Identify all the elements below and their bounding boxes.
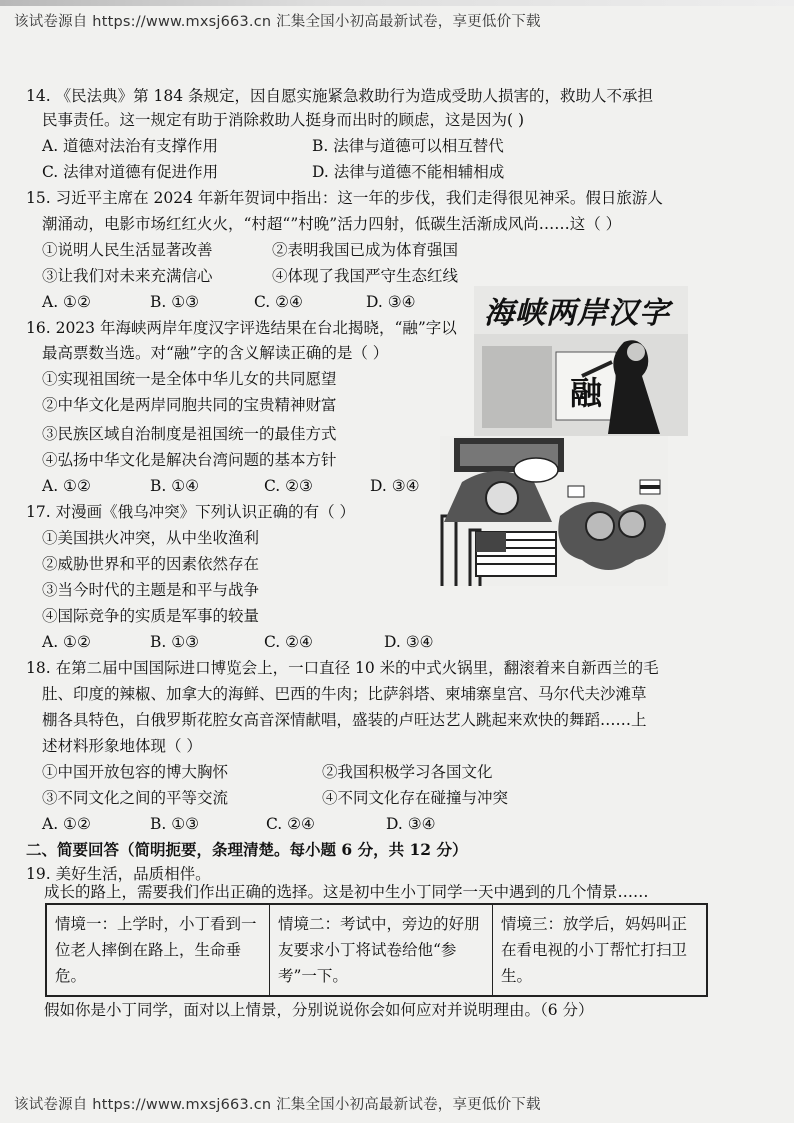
q14-line-2: 民事责任。这一规定有助于消除救助人挺身而出时的顾虑，这是因为( ) [42,111,525,129]
q16-item-1: ①实现祖国统一是全体中华儿女的共同愿望 [42,370,337,388]
scenario-2: 情境二：考试中，旁边的好朋友要求小丁将试卷给他“参考”一下。 [270,904,493,996]
q15-item-1: ①说明人民生活显著改善 [42,241,213,259]
q15-item-3: ③让我们对未来充满信心 [42,267,213,285]
q17-option-b[interactable]: B. ①③ [150,633,200,651]
scenario-1: 情境一：上学时，小丁看到一位老人摔倒在路上，生命垂危。 [46,904,270,996]
scenario-3: 情境三：放学后，妈妈叫正在看电视的小丁帮忙打扫卫生。 [493,904,708,996]
cross-strait-character-photo [474,286,688,436]
q16-option-a[interactable]: A. ①② [42,477,91,495]
q14-option-a[interactable]: A. 道德对法治有支撑作用 [42,137,219,155]
q15-option-a[interactable]: A. ①② [42,293,91,311]
q17-item-3: ③当今时代的主题是和平与战争 [42,581,260,599]
q18-line-3: 棚各具特色，白俄罗斯花腔女高音深情献唱，盛装的卢旺达艺人跳起来欢快的舞蹈……上 [42,711,647,729]
q19-intro: 成长的路上，需要我们作出正确的选择。这是初中生小丁同学一天中遇到的几个情景…… [44,883,649,901]
q16-item-2: ②中华文化是两岸同胞共同的宝贵精神财富 [42,396,337,414]
source-footer: 该试卷源自 https://www.mxsj663.cn 汇集全国小初高最新试卷，享更低价下载 [14,1097,541,1113]
q15-line-1: 15. 习近平主席在 2024 年新年贺词中指出：这一年的步伐，我们走得很见神采。假日旅游人 [26,189,663,207]
q18-line-4: 述材料形象地体现（ ） [42,737,202,755]
q18-option-a[interactable]: A. ①② [42,815,91,833]
q15-option-c[interactable]: C. ②④ [254,293,303,311]
q16-item-4: ④弘扬中华文化是解决台湾问题的基本方针 [42,451,337,469]
q18-line-1: 18. 在第二届中国国际进口博览会上，一口直径 10 米的中式火锅里，翻滚着来自新西兰的毛 [26,659,659,677]
q16-option-d[interactable]: D. ③④ [370,477,420,495]
q16-option-c[interactable]: C. ②③ [264,477,313,495]
photo-title-calligraphy: 海峡两岸汉字 [484,296,670,331]
q18-option-d[interactable]: D. ③④ [386,815,436,833]
q17-option-a[interactable]: A. ①② [42,633,91,651]
q18-item-2: ②我国积极学习各国文化 [322,763,493,781]
q18-option-c[interactable]: C. ②④ [266,815,315,833]
q17-item-4: ④国际竞争的实质是军事的较量 [42,607,260,625]
q19-question: 假如你是小丁同学，面对以上情景，分别说说你会如何应对并说明理由。（6 分） [44,1001,594,1019]
q17-line-1: 17. 对漫画《俄乌冲突》下列认识正确的有（ ） [26,503,356,521]
scenario-table [45,903,708,997]
q15-item-4: ④体现了我国严守生态红线 [272,267,459,285]
q15-line-2: 潮涌动，电影市场红红火火，“村超“”村晚”活力四射，低碳生活渐成风尚……这（ ） [42,215,622,233]
q14-option-d[interactable]: D. 法律与道德不能相辅相成 [312,163,505,181]
source-header: 该试卷源自 https://www.mxsj663.cn 汇集全国小初高最新试卷，享更低价下载 [14,14,541,30]
q17-option-c[interactable]: C. ②④ [264,633,313,651]
q18-item-1: ①中国开放包容的博大胸怀 [42,763,229,781]
q19-title: 19. 美好生活，品质相伴。 [26,865,211,883]
russia-ukraine-conflict-cartoon [440,436,668,586]
q15-item-2: ②表明我国已成为体育强国 [272,241,459,259]
q16-item-3: ③民族区域自治制度是祖国统一的最佳方式 [42,425,337,443]
photo-character-rong: 融 [570,374,603,412]
q16-line-1: 16. 2023 年海峡两岸年度汉字评选结果在台北揭晓，“融”字以 [26,319,457,337]
q18-line-2: 肚、印度的辣椒、加拿大的海鲜、巴西的牛肉；比萨斜塔、柬埔寨皇宫、马尔代夫沙滩草 [42,685,647,703]
q17-item-1: ①美国拱火冲突，从中坐收渔利 [42,529,260,547]
scan-edge [0,0,794,6]
cartoon-drawing [440,436,668,586]
q14-option-c[interactable]: C. 法律对道德有促进作用 [42,163,219,181]
section-2-title: 二、简要回答（简明扼要，条理清楚。每小题 6 分，共 12 分） [26,840,468,859]
q15-option-b[interactable]: B. ①③ [150,293,200,311]
q14-option-b[interactable]: B. 法律与道德可以相互替代 [312,137,504,155]
q18-option-b[interactable]: B. ①③ [150,815,200,833]
q18-item-4: ④不同文化存在碰撞与冲突 [322,789,509,807]
q17-item-2: ②威胁世界和平的因素依然存在 [42,555,260,573]
q16-line-2: 最高票数当选。对“融”字的含义解读正确的是（ ） [42,344,389,362]
q14-line-1: 14. 《民法典》第 184 条规定，因自愿实施紧急救助行为造成受助人损害的，救助人不承担 [26,87,654,105]
q16-option-b[interactable]: B. ①④ [150,477,200,495]
q15-option-d[interactable]: D. ③④ [366,293,416,311]
q17-option-d[interactable]: D. ③④ [384,633,434,651]
q18-item-3: ③不同文化之间的平等交流 [42,789,229,807]
